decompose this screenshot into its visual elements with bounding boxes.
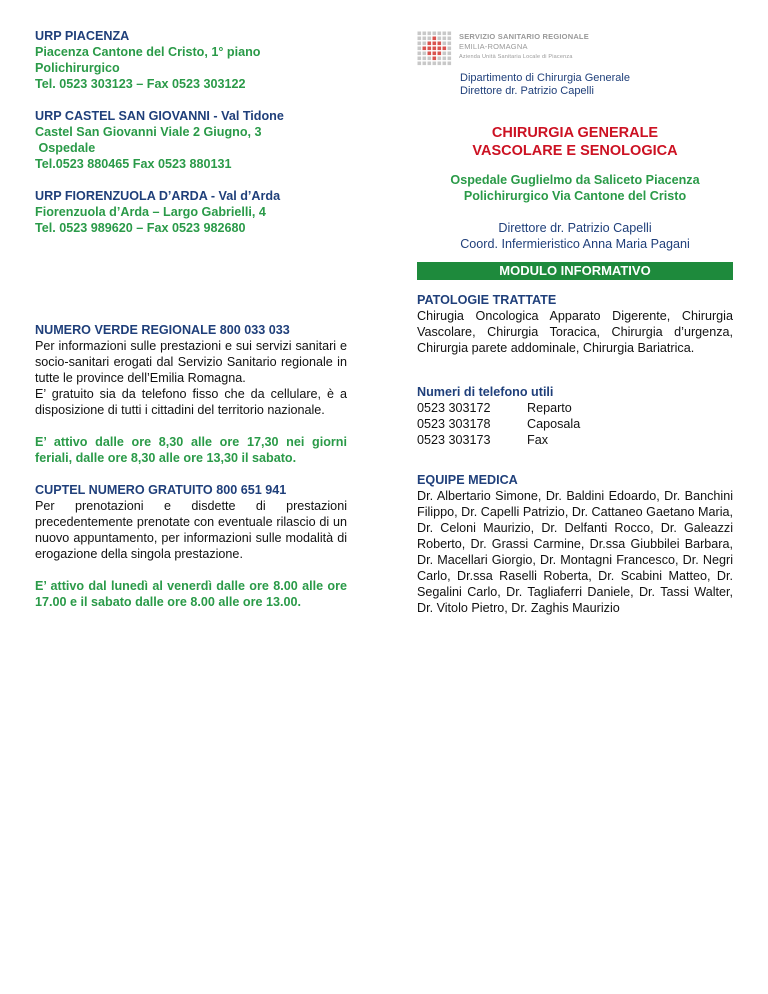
patologie-title: PATOLOGIE TRATTATE <box>417 293 557 307</box>
department-line1: Dipartimento di Chirurgia Generale <box>460 72 630 84</box>
title-line1: CHIRURGIA GENERALE <box>491 125 659 141</box>
urp-line: Castel San Giovanni Viale 2 Giugno, 3 <box>35 125 262 139</box>
urp-castel-san-giovanni <box>35 108 347 172</box>
numero-verde-text: Per informazioni sulle prestazioni e sui servizi sanitari e socio-sanitari erogati dal Servizio Sanitario regionale in tutte le province dell’Emilia Romagna. <box>35 339 347 385</box>
hospital-info <box>417 172 733 204</box>
urp-title: URP FIORENZUOLA D’ARDA - Val d’Arda <box>35 189 281 203</box>
numero-verde-title: NUMERO VERDE REGIONALE 800 033 033 <box>35 323 290 337</box>
logo-text <box>459 32 589 62</box>
title-line2: VASCOLARE E SENOLOGICA <box>472 143 678 159</box>
urp-line: Tel.0523 880465 Fax 0523 880131 <box>35 157 232 171</box>
patologie-text: Chirugia Oncologica Apparato Digerente, Chirurgia Vascolare, Chirurgia Toracica, Chirurgia d’urgenza, Chirurgia parete addominale, Chirurgia Bariatrica. <box>417 309 733 355</box>
phone-label: Caposala <box>527 417 581 431</box>
numero-verde-hours: E’ attivo dalle ore 8,30 alle ore 17,30 nei giorni feriali, dalle ore 8,30 alle ore 13,30 il sabato. <box>35 435 347 465</box>
department-line2: Direttore dr. Patrizio Capelli <box>460 85 594 97</box>
ssr-grid-logo-icon <box>417 31 453 67</box>
urp-line: Fiorenzuola d’Arda – Largo Gabrielli, 4 <box>35 205 266 219</box>
cuptel-title: CUPTEL NUMERO GRATUITO 800 651 941 <box>35 483 287 497</box>
cuptel-hours: E’ attivo dal lunedì al venerdì dalle ore 8.00 alle ore 17.00 e il sabato dalle ore 8.00 alle ore 13.00. <box>35 579 347 609</box>
logo-line3: Azienda Unità Sanitaria Locale di Piacenza <box>459 54 573 60</box>
telefoni-section <box>417 384 733 448</box>
hospital-line1: Ospedale Guglielmo da Saliceto Piacenza <box>450 173 700 187</box>
hospital-line2: Polichirurgico Via Cantone del Cristo <box>463 189 687 203</box>
phone-row <box>417 416 733 432</box>
equipe-section <box>417 472 733 616</box>
equipe-text: Dr. Albertario Simone, Dr. Baldini Edoardo, Dr. Banchini Filippo, Dr. Capelli Patrizio, Dr. Cattaneo Gaetano Maria, Dr. Celoni Maurizio, Dr. Delfanti Rocco, Dr. Galeazzi Roberto, Dr. Grassi Carmine, Dr.ssa Giubbilei Barbara, Dr. Macellari Giorgio, Dr. Montagni Francesco, Dr. Negri Carlo, Dr.ssa Raselli Roberta, Dr. Scabini Matteo, Dr. Segalini Carlo, Dr. Tagliaferri Daniele, Dr. Tassi Walter, Dr. Vitolo Pietro, Dr. Zaghis Maurizio <box>417 489 733 615</box>
numero-verde-text: E’ gratuito sia da telefono fisso che da cellulare, è a disposizione di tutti i cittadini del territorio nazionale. <box>35 387 347 417</box>
urp-line: Polichirurgico <box>35 61 120 75</box>
phone-label: Fax <box>527 433 548 447</box>
phone-number: 0523 303173 <box>417 433 491 447</box>
equipe-title: EQUIPE MEDICA <box>417 473 518 487</box>
telefoni-title: Numeri di telefono utili <box>417 385 554 399</box>
directors-line2: Coord. Infermieristico Anna Maria Pagani <box>460 237 690 251</box>
directors-line1: Direttore dr. Patrizio Capelli <box>498 221 652 235</box>
urp-piacenza <box>35 28 347 92</box>
urp-line: Tel. 0523 303123 – Fax 0523 303122 <box>35 77 246 91</box>
document-title <box>417 124 733 160</box>
logo-line1: SERVIZIO SANITARIO REGIONALE <box>459 32 589 41</box>
urp-fiorenzuola <box>35 188 347 236</box>
urp-line: Tel. 0523 989620 – Fax 0523 982680 <box>35 221 246 235</box>
urp-line: Piacenza Cantone del Cristo, 1° piano <box>35 45 261 59</box>
department-info <box>460 72 630 98</box>
directors-info <box>417 220 733 252</box>
modulo-informativo-banner: MODULO INFORMATIVO <box>417 262 733 280</box>
phone-row <box>417 400 733 416</box>
ssr-logo <box>417 28 733 70</box>
phone-row <box>417 432 733 448</box>
cuptel-text: Per prenotazioni e disdette di prestazioni precedentemente prenotate con eventuale rilascio di un nuovo appuntamento, per informazioni sulle modalità di erogazione della singola prestazione. <box>35 499 347 561</box>
phone-label: Reparto <box>527 401 572 415</box>
numero-verde-section <box>35 322 347 466</box>
phone-number: 0523 303178 <box>417 417 491 431</box>
urp-line: Ospedale <box>35 141 96 155</box>
contacts-column <box>35 28 347 610</box>
urp-title: URP CASTEL SAN GIOVANNI - Val Tidone <box>35 109 284 123</box>
phone-number: 0523 303172 <box>417 401 491 415</box>
header-logo-area <box>417 28 733 70</box>
logo-line2: EMILIA-ROMAGNA <box>459 42 528 51</box>
cuptel-section <box>35 482 347 610</box>
urp-title: URP PIACENZA <box>35 29 130 43</box>
patologie-section <box>417 292 733 356</box>
